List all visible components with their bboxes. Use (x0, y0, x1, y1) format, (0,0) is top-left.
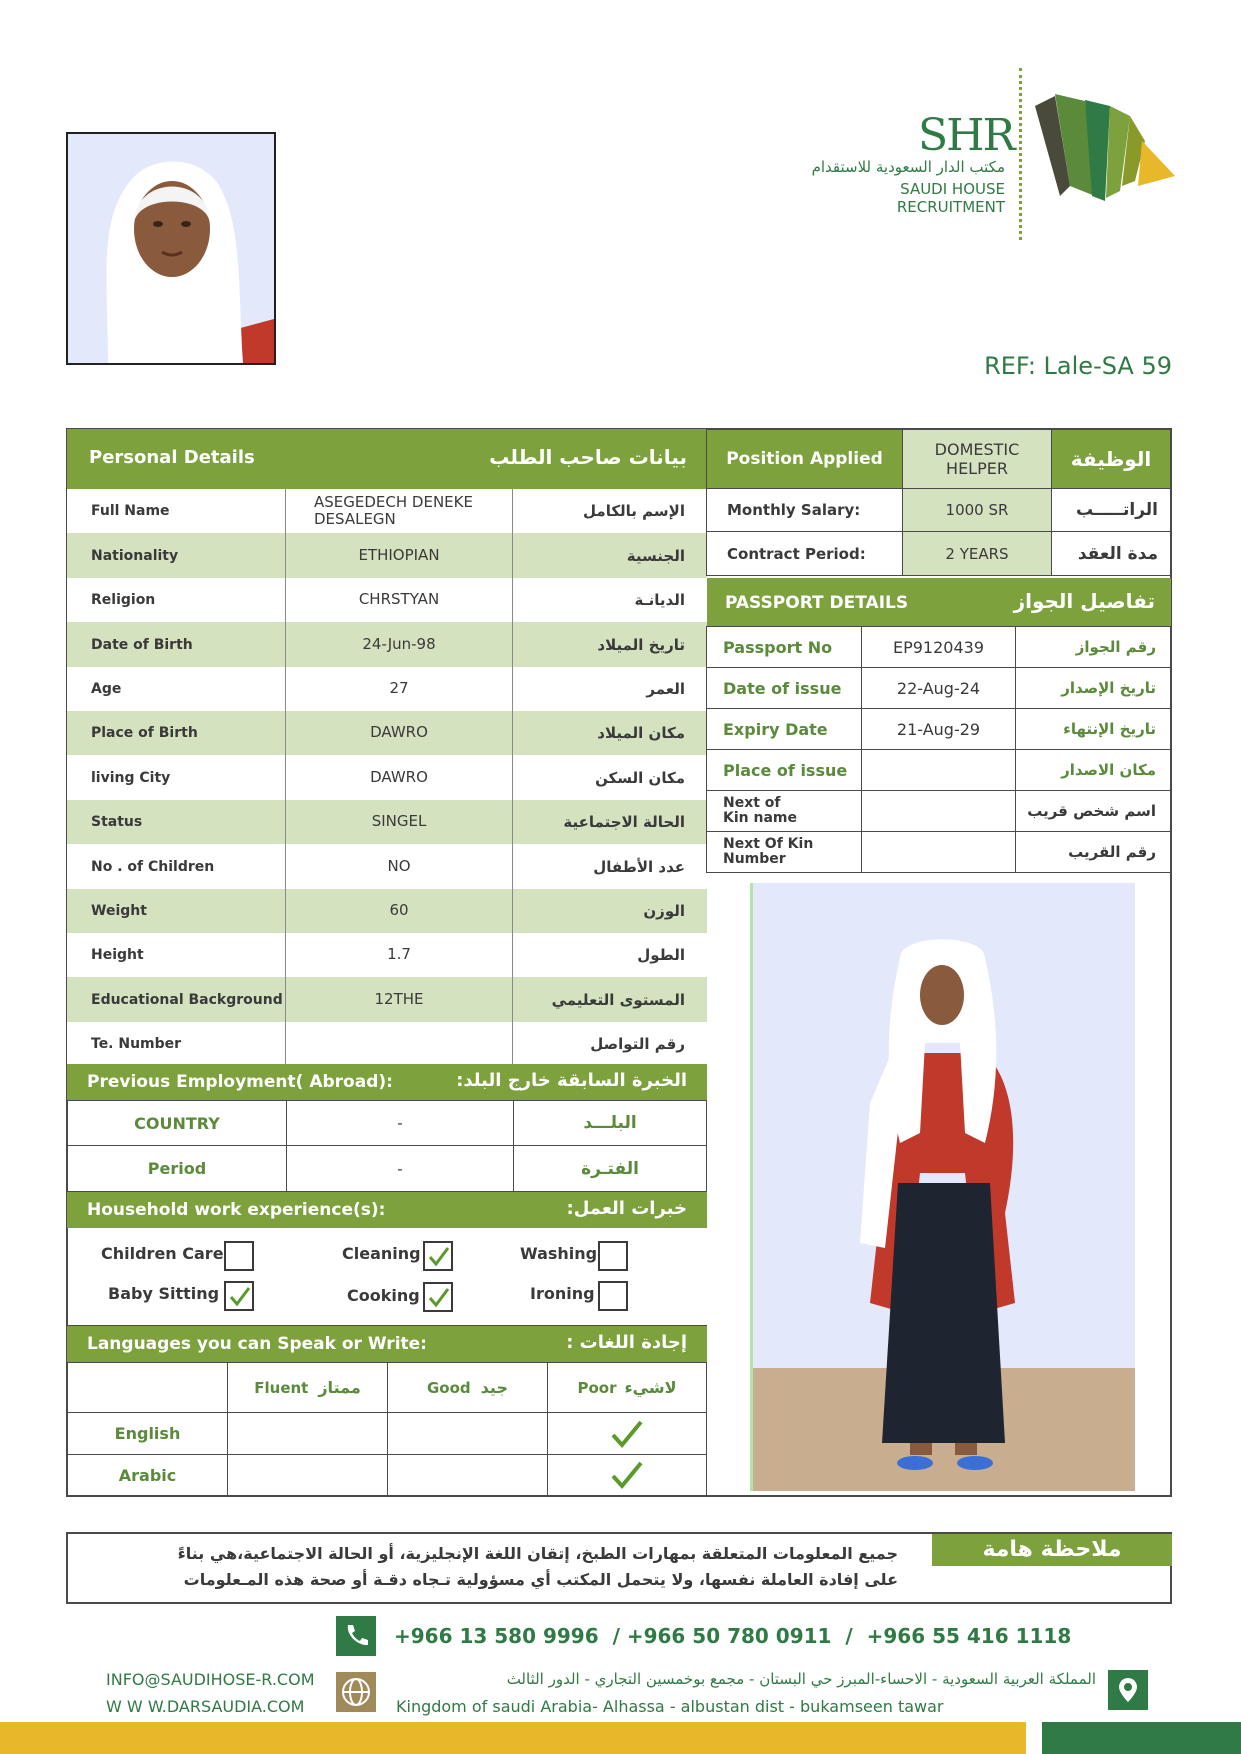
contract-label: Contract Period: (706, 531, 903, 576)
personal-row-label-ar: العمر (513, 667, 707, 711)
skill-washing-label: Washing (520, 1244, 598, 1263)
personal-row-label-ar: الإسم بالكامل (513, 489, 707, 533)
check-mark-icon (428, 1286, 450, 1308)
company-logo (790, 66, 1180, 241)
personal-row-value: 12THE (286, 977, 513, 1022)
personal-row-label-ar: رقم التواصل (513, 1022, 707, 1066)
pe-row-country-ar: البلـــد (513, 1100, 707, 1146)
passport-row-label-ar: رقم القريب (1015, 831, 1171, 873)
personal-row-value: 60 (286, 889, 513, 933)
passport-row-label-ar: اسم شخص قريب (1015, 790, 1171, 832)
personal-row-value: DAWRO (286, 755, 513, 800)
personal-row-label: Educational Background (67, 977, 286, 1022)
salary-label-ar: الراتـــــب (1051, 488, 1171, 532)
lang-row-arabic-name: Arabic (67, 1454, 228, 1496)
household-title-ar: خبرات العمل: (566, 1198, 687, 1219)
passport-row-label-ar: رقم الجواز (1015, 626, 1171, 668)
pe-row-country-value: - (286, 1100, 514, 1146)
full-body-photo (750, 883, 1135, 1491)
languages-table (67, 1362, 707, 1496)
previous-employment-title-en: Previous Employment( Abroad): (87, 1072, 393, 1092)
personal-row-label-ar: الجنسية (513, 533, 707, 578)
skill-cleaning-label: Cleaning (342, 1244, 421, 1263)
personal-row-label: Status (67, 800, 286, 844)
personal-row-value: DAWRO (286, 711, 513, 755)
personal-row-label: living City (67, 755, 286, 800)
passport-row-label: Expiry Date (706, 708, 862, 750)
personal-row-label: Date of Birth (67, 622, 286, 667)
footer-bar-yellow (0, 1722, 1026, 1754)
personal-row-label-ar: الطول (513, 933, 707, 977)
personal-row-label: Nationality (67, 533, 286, 578)
lang-corner-cell (67, 1362, 228, 1413)
passport-title-en: PASSPORT DETAILS (725, 593, 909, 613)
personal-row-label-ar: مكان الميلاد (513, 711, 707, 755)
personal-details-header (67, 429, 707, 489)
logo-arabic-name: مكتب الدار السعودية للاستقدام (811, 158, 1005, 176)
personal-row-value: NO (286, 844, 513, 889)
passport-row-value (861, 831, 1016, 873)
lang-level-fluent: Fluent ممتاز (227, 1362, 388, 1413)
important-note (66, 1532, 1172, 1604)
personal-row-value: 1.7 (286, 933, 513, 977)
check-mark-icon (229, 1285, 251, 1307)
personal-details-table (67, 489, 707, 1066)
personal-row-label: Age (67, 667, 286, 711)
passport-row-value (861, 749, 1016, 791)
lang-row-english-poor (547, 1412, 707, 1455)
passport-row-label: Date of issue (706, 667, 862, 709)
globe-icon (336, 1672, 376, 1712)
skill-cleaning-checkbox (423, 1241, 453, 1271)
logo-divider (1019, 68, 1022, 240)
phone-numbers: +966 13 580 9996 / +966 50 780 0911 / +966 55 416 1118 (394, 1624, 1072, 1648)
lang-row-arabic-fluent (227, 1454, 388, 1496)
pe-row-country-label: COUNTRY (67, 1100, 287, 1146)
skill-baby-sitting-label: Baby Sitting (108, 1284, 220, 1303)
passport-row-value: 22-Aug-24 (861, 667, 1016, 709)
pe-row-period-value: - (286, 1145, 514, 1192)
personal-row-value (286, 1022, 513, 1066)
personal-row-label: Weight (67, 889, 286, 933)
skill-cooking-checkbox (423, 1282, 453, 1312)
household-header (67, 1192, 707, 1228)
passport-title-ar: تفاصيل الجواز (1013, 589, 1155, 613)
contact-email: INFO@SAUDIHOSE-R.COM (106, 1670, 315, 1689)
passport-row-label-ar: تاريخ الإنتهاء (1015, 708, 1171, 750)
lang-row-english-name: English (67, 1412, 228, 1455)
passport-row-label-ar: تاريخ الإصدار (1015, 667, 1171, 709)
position-value: DOMESTIC HELPER (902, 429, 1052, 489)
previous-employment-header (67, 1064, 707, 1100)
household-skills (67, 1228, 707, 1326)
personal-details-title-en: Personal Details (89, 447, 255, 468)
personal-row-label-ar: مكان السكن (513, 755, 707, 800)
personal-row-label: Place of Birth (67, 711, 286, 755)
personal-row-label-ar: الوزن (513, 889, 707, 933)
skill-baby-sitting-checkbox (224, 1281, 254, 1311)
languages-title-ar: إجادة اللغات : (566, 1332, 687, 1353)
pe-row-period-label: Period (67, 1145, 287, 1192)
lang-level-poor: Poor لاشيء (547, 1362, 707, 1413)
check-mark-icon (610, 1419, 644, 1449)
address-arabic: المملكة العربية السعودية - الاحساء-المبرز حي البستان - مجمع بوخمسين التجاري - الدور الثالث (506, 1670, 1096, 1688)
passport-header (707, 578, 1171, 626)
personal-row-value: ASEGEDECH DENEKE DESALEGN (286, 489, 513, 533)
position-table (706, 429, 1171, 576)
portrait-photo (66, 132, 276, 365)
lang-row-english-fluent (227, 1412, 388, 1455)
personal-row-label-ar: المستوى التعليمي (513, 977, 707, 1022)
passport-row-value (861, 790, 1016, 832)
personal-row-label: Full Name (67, 489, 286, 533)
personal-row-label-ar: عدد الأطفال (513, 844, 707, 889)
skill-children-care-checkbox (224, 1241, 254, 1271)
languages-header (67, 1326, 707, 1362)
skill-washing-checkbox (598, 1241, 628, 1271)
footer-bar-green (1042, 1722, 1241, 1754)
lang-level-good: Good جيد (387, 1362, 548, 1413)
personal-row-label: Height (67, 933, 286, 977)
note-line-1: جميع المعلومات المتعلقة بمهارات الطبخ، إتقان اللغة الإنجليزية، أو الحالة الاجتماعية،هي بناءً (177, 1544, 898, 1563)
contact-website: W W W.DARSAUDIA.COM (106, 1697, 305, 1716)
lang-row-arabic-poor (547, 1454, 707, 1496)
skill-ironing-label: Ironing (530, 1284, 595, 1303)
personal-row-label-ar: الديانـة (513, 578, 707, 622)
personal-row-value: SINGEL (286, 800, 513, 844)
phone-icon (336, 1616, 376, 1656)
salary-value: 1000 SR (902, 488, 1052, 532)
previous-employment-table (67, 1100, 707, 1192)
household-title-en: Household work experience(s): (87, 1200, 386, 1220)
languages-title-en: Languages you can Speak or Write: (87, 1334, 427, 1354)
logo-monogram: SHR (918, 110, 1014, 161)
passport-row-label: Passport No (706, 626, 862, 668)
personal-details-title-ar: بيانات صاحب الطلب (489, 445, 687, 469)
personal-row-label: No . of Children (67, 844, 286, 889)
passport-row-label: Place of issue (706, 749, 862, 791)
passport-row-value: 21-Aug-29 (861, 708, 1016, 750)
logo-english-name: SAUDI HOUSE RECRUITMENT (896, 180, 1005, 216)
personal-row-value: 24-Jun-98 (286, 622, 513, 667)
skill-children-care-label: Children Care (101, 1244, 224, 1263)
personal-row-value: CHRSTYAN (286, 578, 513, 622)
position-label-en: Position Applied (706, 429, 903, 489)
passport-row-label-ar: مكان الاصدار (1015, 749, 1171, 791)
location-pin-icon (1108, 1670, 1148, 1710)
personal-row-value: ETHIOPIAN (286, 533, 513, 578)
passport-row-label: Next of Kin name (706, 790, 862, 832)
logo-map-icon (1030, 86, 1180, 206)
reference-number: REF: Lale-SA 59 (984, 352, 1172, 380)
position-label-ar: الوظيفة (1051, 429, 1171, 489)
skill-ironing-checkbox (598, 1281, 628, 1311)
personal-row-label-ar: الحالة الاجتماعية (513, 800, 707, 844)
personal-row-label-ar: تاريخ الميلاد (513, 622, 707, 667)
pe-row-period-ar: الفتـرة (513, 1145, 707, 1192)
skill-cooking-label: Cooking (347, 1286, 420, 1305)
passport-table (706, 626, 1171, 872)
address-english: Kingdom of saudi Arabia- Alhassa - albustan dist - bukamseen tawar (396, 1697, 944, 1716)
personal-row-label: Religion (67, 578, 286, 622)
salary-label: Monthly Salary: (706, 488, 903, 532)
passport-row-label: Next Of Kin Number (706, 831, 862, 873)
check-mark-icon (428, 1245, 450, 1267)
personal-row-value: 27 (286, 667, 513, 711)
contract-value: 2 YEARS (902, 531, 1052, 576)
note-line-2: على إفادة العاملة نفسها، ولا يتحمل المكتب أي مسؤولية تـجاه دقـة أو صحة هذه المـعلومات (183, 1570, 898, 1589)
personal-row-label: Te. Number (67, 1022, 286, 1066)
passport-row-value: EP9120439 (861, 626, 1016, 668)
note-title: ملاحظة هامة (932, 1534, 1172, 1566)
previous-employment-title-ar: الخبرة السابقة خارج البلد: (456, 1070, 687, 1091)
lang-row-english-good (387, 1412, 548, 1455)
lang-row-arabic-good (387, 1454, 548, 1496)
check-mark-icon (610, 1460, 644, 1490)
contract-label-ar: مدة العقد (1051, 531, 1171, 576)
